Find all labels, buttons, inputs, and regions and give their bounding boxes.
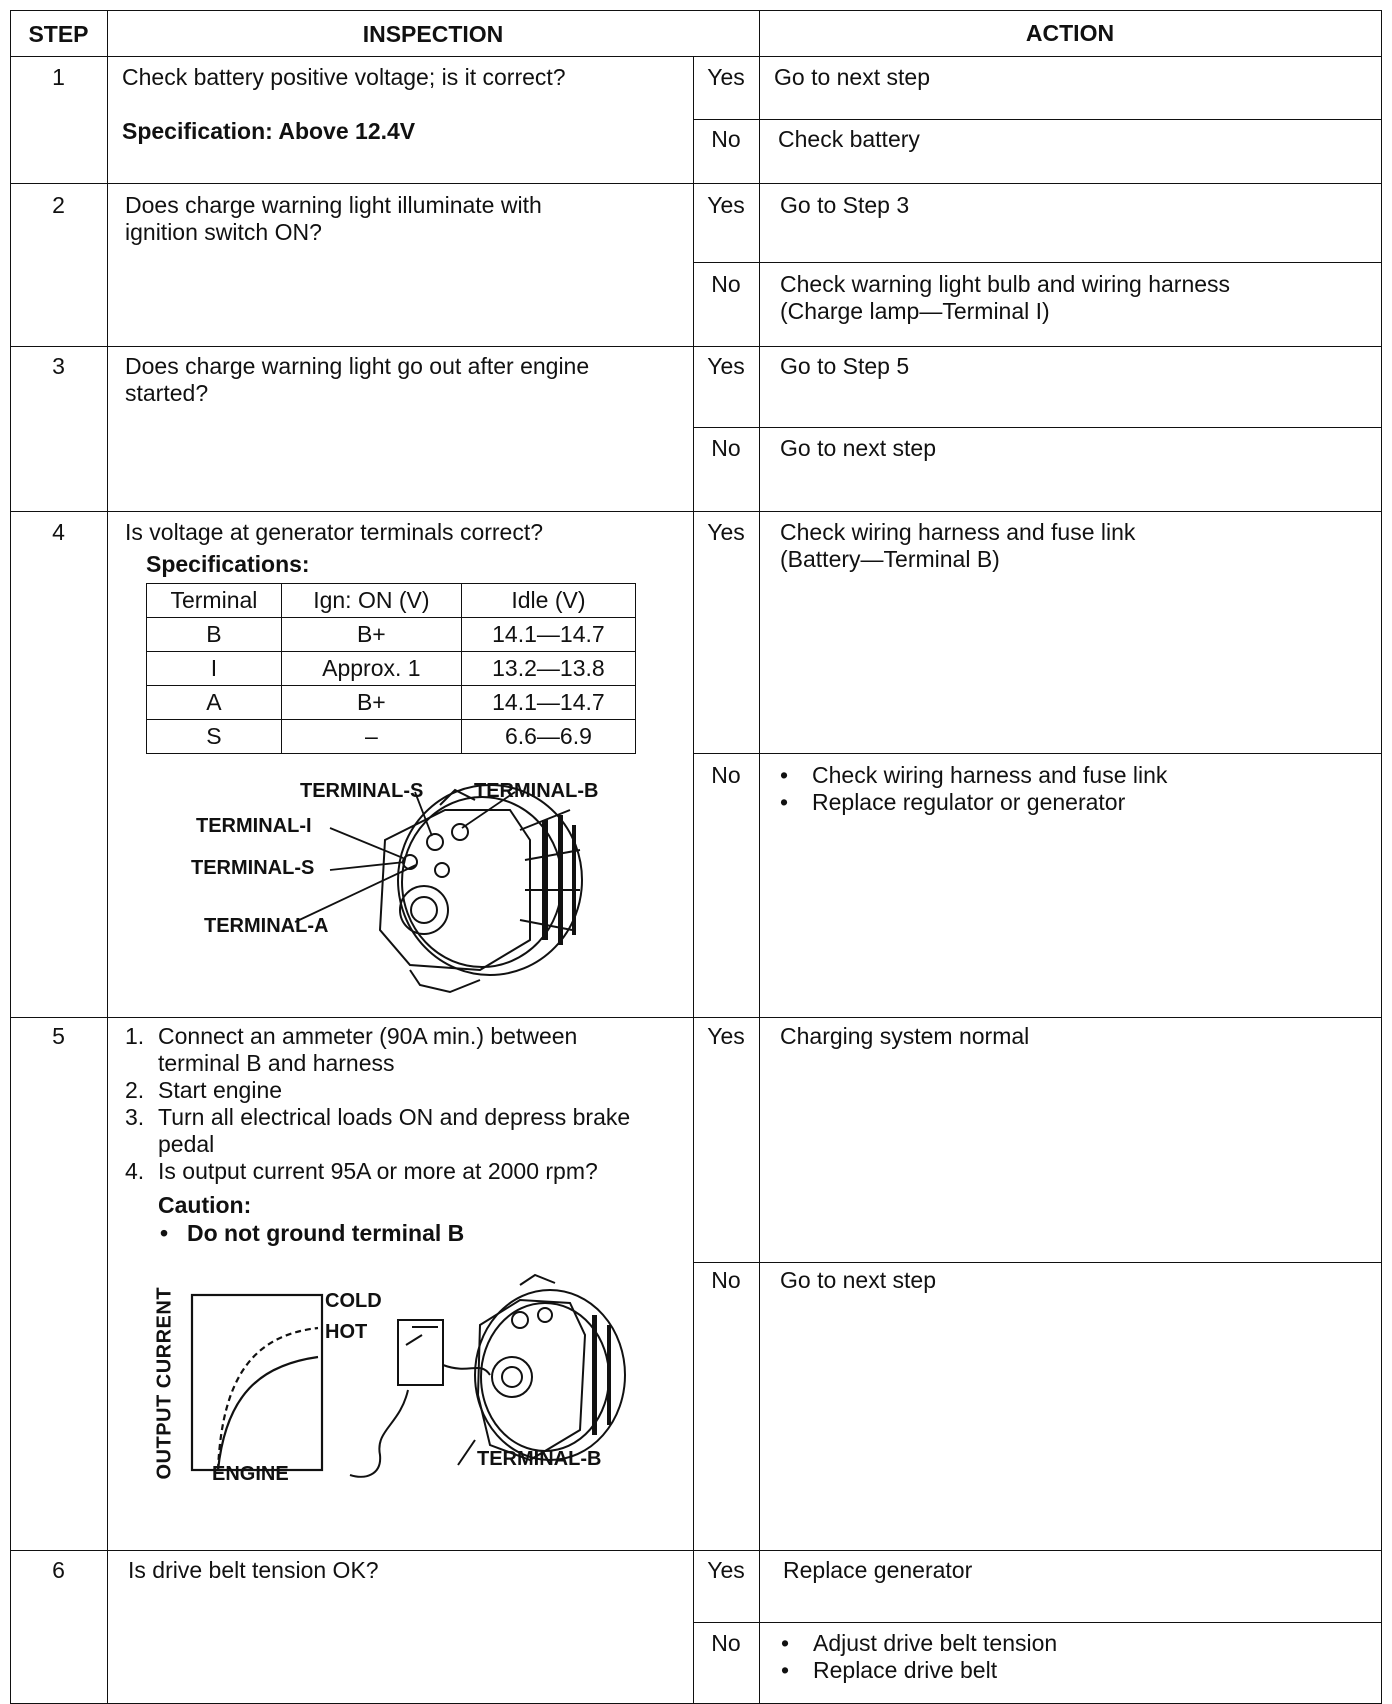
list-item: pedal xyxy=(158,1131,215,1157)
list-number: 2. xyxy=(125,1077,145,1103)
grid-line xyxy=(10,56,1382,57)
list-number: 1. xyxy=(125,1023,145,1049)
table-cell: I xyxy=(147,652,282,686)
table-cell: Approx. 1 xyxy=(281,652,461,686)
grid-line xyxy=(10,183,1382,184)
step-number: 5 xyxy=(52,1023,65,1049)
grid-line xyxy=(693,1262,1382,1263)
no-label: No xyxy=(711,1267,741,1293)
grid-line xyxy=(693,1622,1382,1623)
list-number: 4. xyxy=(125,1158,145,1184)
inspection-text: started? xyxy=(125,380,209,406)
header-step: STEP xyxy=(28,21,89,47)
yes-action: Go to Step 3 xyxy=(780,192,910,218)
label-y-axis: OUTPUT CURRENT xyxy=(153,1286,176,1480)
table-cell: 6.6—6.9 xyxy=(461,720,635,754)
grid-line xyxy=(759,10,760,1704)
table-cell: 14.1—14.7 xyxy=(461,686,635,720)
no-action-bullet: • Adjust drive belt tension xyxy=(813,1630,1057,1657)
generator-terminal-diagram xyxy=(180,770,650,1000)
table-cell: B xyxy=(147,618,282,652)
label-cold: COLD xyxy=(325,1290,382,1312)
label-hot: HOT xyxy=(325,1321,368,1343)
table-header-cell: Terminal xyxy=(147,584,282,618)
grid-line xyxy=(10,1550,1382,1551)
inspection-text: Check battery positive voltage; is it correct? xyxy=(122,64,566,90)
step-number: 2 xyxy=(52,192,65,218)
label-terminal-a: TERMINAL-A xyxy=(204,915,329,937)
table-header-cell: Idle (V) xyxy=(461,584,635,618)
specifications-title: Specifications: xyxy=(146,551,310,577)
caution-title: Caution: xyxy=(158,1192,252,1218)
yes-label: Yes xyxy=(707,1557,745,1583)
table-row xyxy=(147,686,636,720)
grid-line xyxy=(10,1017,1382,1018)
table-header-row xyxy=(147,584,636,618)
table-cell: B+ xyxy=(281,618,461,652)
label-terminal-i: TERMINAL-I xyxy=(196,815,312,837)
inspection-text: Is drive belt tension OK? xyxy=(128,1557,379,1583)
grid-line xyxy=(10,10,1382,11)
yes-action: Go to next step xyxy=(774,64,930,90)
grid-line xyxy=(10,10,11,1704)
grid-line xyxy=(10,346,1382,347)
grid-line xyxy=(693,753,1382,754)
grid-line xyxy=(693,119,1382,120)
caution-bullet-icon: • xyxy=(160,1220,169,1246)
list-number: 3. xyxy=(125,1104,145,1130)
step-number: 6 xyxy=(52,1557,65,1583)
no-label: No xyxy=(711,126,741,152)
label-x-axis: ENGINE xyxy=(212,1463,289,1485)
no-label: No xyxy=(711,762,741,788)
grid-line xyxy=(10,511,1382,512)
table-cell: 13.2—13.8 xyxy=(461,652,635,686)
grid-line xyxy=(1381,10,1382,1704)
no-action: Go to next step xyxy=(780,1267,936,1293)
grid-line xyxy=(693,56,694,1704)
yes-action: Replace generator xyxy=(783,1557,973,1583)
grid-line xyxy=(107,10,108,1704)
voltage-spec-table xyxy=(146,583,636,754)
no-action: Check battery xyxy=(778,126,920,152)
table-header-cell: Ign: ON (V) xyxy=(281,584,461,618)
step-number: 3 xyxy=(52,353,65,379)
no-action-bullet: • Replace drive belt xyxy=(813,1657,997,1684)
yes-label: Yes xyxy=(707,519,745,545)
no-action: Check warning light bulb and wiring harness xyxy=(780,271,1231,297)
no-label: No xyxy=(711,435,741,461)
table-row xyxy=(147,720,636,754)
inspection-text: Is voltage at generator terminals correct? xyxy=(125,519,544,545)
yes-action: Check wiring harness and fuse link xyxy=(780,519,1136,545)
list-item: Is output current 95A or more at 2000 rpm? xyxy=(158,1158,598,1184)
no-action-bullet: • Check wiring harness and fuse link xyxy=(812,762,1167,789)
list-item: Connect an ammeter (90A min.) between xyxy=(158,1023,578,1049)
label-terminal-b: TERMINAL-B xyxy=(474,780,599,802)
list-item: Turn all electrical loads ON and depress brake xyxy=(158,1104,631,1130)
table-row xyxy=(147,652,636,686)
grid-line xyxy=(693,262,1382,263)
step-number: 4 xyxy=(52,519,65,545)
yes-action: Charging system normal xyxy=(780,1023,1030,1049)
yes-label: Yes xyxy=(707,1023,745,1049)
no-action: (Charge lamp—Terminal I) xyxy=(780,298,1050,324)
inspection-text: Does charge warning light go out after engine xyxy=(125,353,590,379)
caution-item: Do not ground terminal B xyxy=(187,1220,465,1246)
table-cell: 14.1—14.7 xyxy=(461,618,635,652)
no-action-bullet: • Replace regulator or generator xyxy=(812,789,1125,816)
table-cell: B+ xyxy=(281,686,461,720)
table-cell: A xyxy=(147,686,282,720)
list-item: terminal B and harness xyxy=(158,1050,395,1076)
no-label: No xyxy=(711,271,741,297)
header-inspection: INSPECTION xyxy=(362,21,504,47)
yes-label: Yes xyxy=(707,64,745,90)
yes-label: Yes xyxy=(707,192,745,218)
inspection-text: Does charge warning light illuminate with xyxy=(125,192,542,218)
table-row xyxy=(147,618,636,652)
yes-action: Go to Step 5 xyxy=(780,353,910,379)
no-label: No xyxy=(711,1630,741,1656)
label-terminal-b: TERMINAL-B xyxy=(477,1448,602,1470)
yes-label: Yes xyxy=(707,353,745,379)
label-terminal-s: TERMINAL-S xyxy=(191,857,315,879)
header-action: ACTION xyxy=(1025,20,1115,46)
label-terminal-s-top: TERMINAL-S xyxy=(300,780,424,802)
no-action: Go to next step xyxy=(780,435,936,461)
specification-text: Specification: Above 12.4V xyxy=(122,118,416,144)
step-number: 1 xyxy=(52,64,65,90)
inspection-text: ignition switch ON? xyxy=(125,219,322,245)
table-cell: – xyxy=(281,720,461,754)
list-item: Start engine xyxy=(158,1077,283,1103)
table-cell: S xyxy=(147,720,282,754)
yes-action: (Battery—Terminal B) xyxy=(780,546,1000,572)
grid-line xyxy=(693,427,1382,428)
